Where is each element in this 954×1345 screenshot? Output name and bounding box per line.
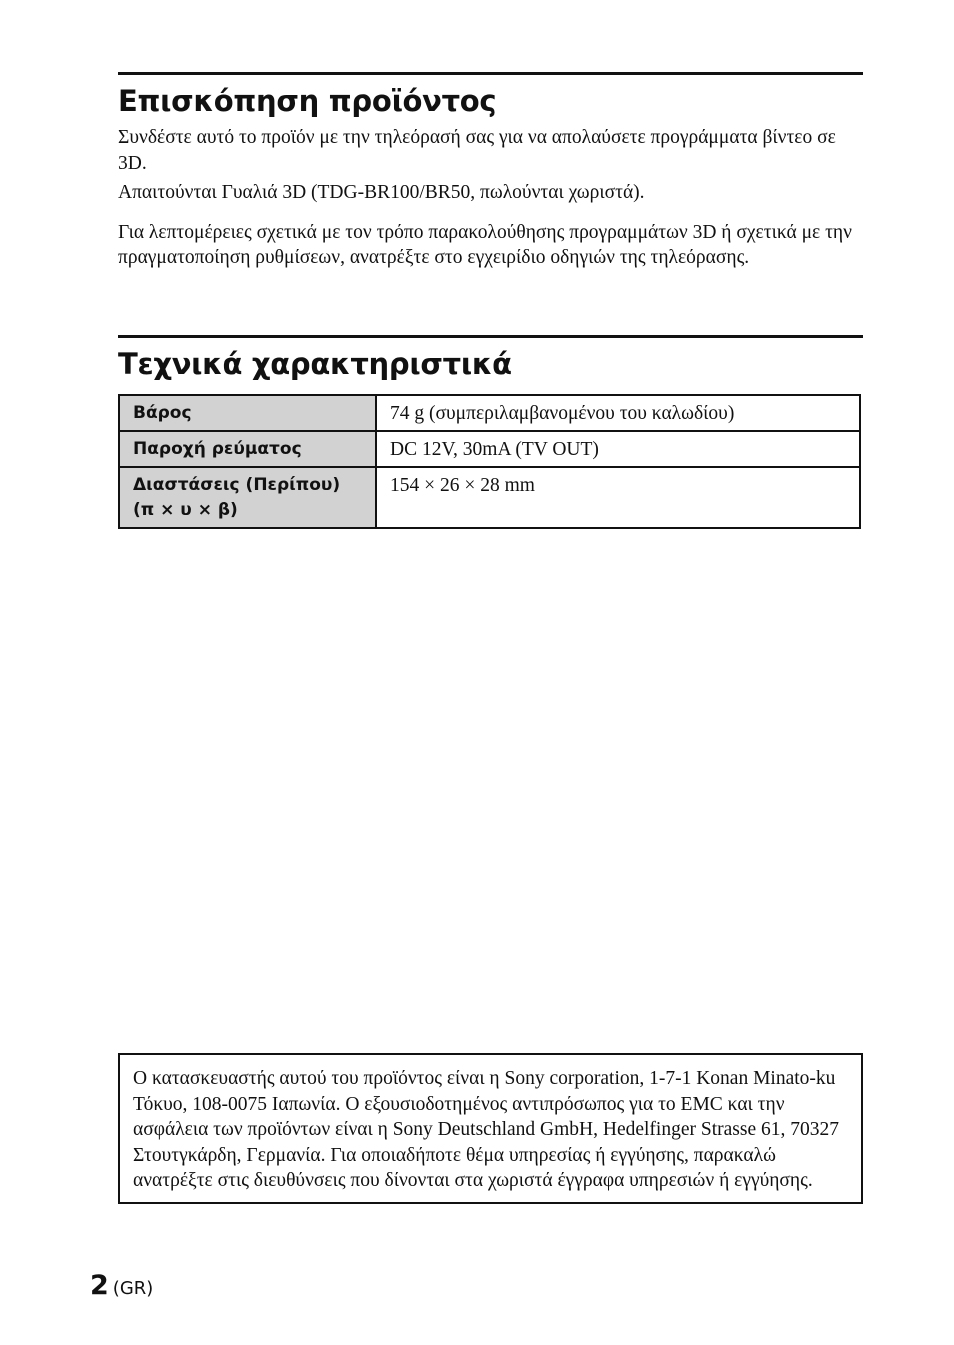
spec-value-dimensions: 154 × 26 × 28 mm: [376, 467, 860, 528]
overview-paragraph-3: Για λεπτομέρειες σχετικά με τον τρόπο παρακολούθησης προγραμμάτων 3D ή σχετικά με την πραγματοποίηση ρυθμίσεων, ανατρέξτε στο εγχειρίδιο οδηγιών της τηλεόρασης.: [118, 221, 852, 268]
specs-heading: Τεχνικά χαρακτηριστικά: [118, 347, 512, 381]
spec-value-power: DC 12V, 30mA (TV OUT): [376, 431, 860, 467]
specs-table: [118, 394, 861, 529]
overview-heading: Επισκόπηση προϊόντος: [118, 84, 497, 118]
spec-label-weight: Βάρος: [119, 395, 376, 431]
spec-label-power: Παροχή ρεύματος: [119, 431, 376, 467]
specs-row-weight: [119, 395, 860, 431]
page-footer: [90, 1270, 153, 1301]
manufacturer-notice-box: [118, 1053, 863, 1204]
manufacturer-notice-text: Ο κατασκευαστής αυτού του προϊόντος είναι η Sony corporation, 1-7-1 Konan Minato-ku Τόκυο, 108-0075 Ιαπωνία. Ο εξουσιοδοτημένος αντιπρόσωπος για το EMC και την ασφάλεια των προϊόντων είναι η Sony Deutschland GmbH, Hedelfinger Strasse 61, 70327 Στουτγκάρδη, Γερμανία. Για οποιαδήποτε θέμα υπηρεσίας ή εγγύησης, παρακαλώ ανατρέξτε στις διευθύνσεις που δίνονται στα χωριστά έγγραφα υπηρεσιών ή εγγύησης.: [133, 1068, 839, 1191]
page-number: 2: [90, 1270, 109, 1301]
overview-section: [118, 72, 863, 271]
specs-row-dimensions: [119, 467, 860, 528]
overview-paragraph-2: Απαιτούνται Γυαλιά 3D (TDG-BR100/BR50, πωλούνται χωριστά).: [118, 182, 645, 203]
spec-label-dimensions: Διαστάσεις (Περίπου) (π × υ × β): [119, 467, 376, 528]
language-code: (GR): [112, 1278, 154, 1299]
specs-row-power: [119, 431, 860, 467]
spec-value-weight: 74 g (συμπεριλαμβανομένου του καλωδίου): [376, 395, 860, 431]
specs-section: [118, 335, 863, 386]
overview-paragraph-1: Συνδέστε αυτό το προϊόν με την τηλεόρασή σας για να απολαύσετε προγράμματα βίντεο σε 3D.: [118, 127, 836, 174]
